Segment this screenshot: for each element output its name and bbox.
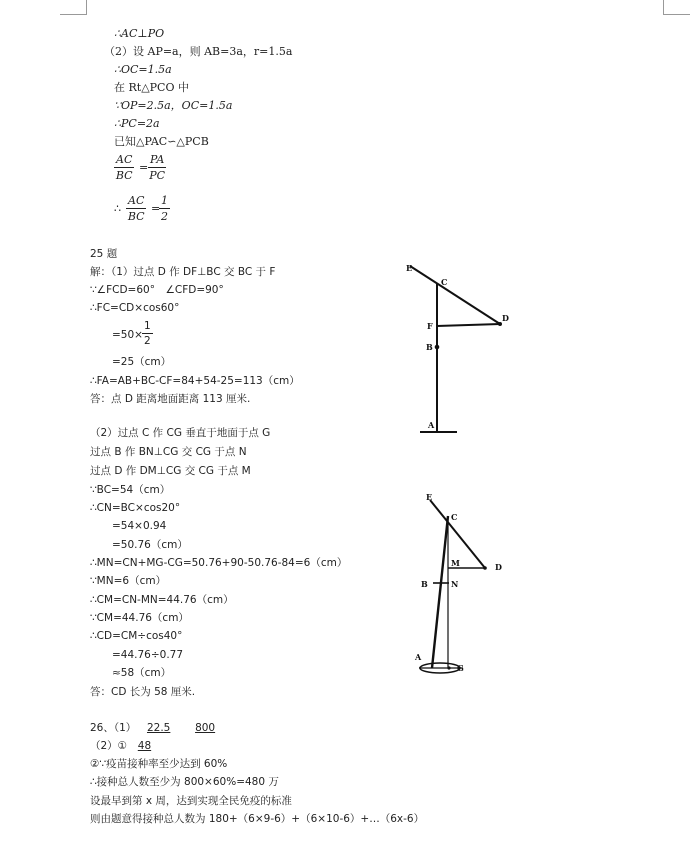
therefore-sign: ∴ [114, 202, 121, 215]
text-line: ∴AC⊥PO [114, 27, 165, 40]
fraction-numerator: 1 [144, 320, 151, 332]
text-line: ∴PC=2a [114, 117, 160, 130]
point-b [435, 345, 440, 350]
label-e: E [406, 263, 413, 273]
text-line: ∵∠FCD=60° ∠CFD=90° [90, 284, 224, 296]
label-m: M [451, 558, 460, 568]
label-g: G [457, 663, 464, 673]
text-line: 答：CD 长为 58 厘米. [90, 686, 196, 698]
fraction-denominator: BC [127, 210, 145, 223]
text-line: 已知△PAC∽△PCB [114, 135, 209, 148]
text-line: =25（cm） [112, 356, 172, 368]
fraction-numerator: PA [150, 153, 165, 166]
crop-mark-right [663, 0, 690, 15]
point-d [483, 566, 487, 570]
text-line: ∴OC=1.5a [114, 63, 172, 76]
line-ca [432, 516, 448, 668]
answer-blank-2: 800 [195, 722, 216, 734]
answer-blank-3: 48 [137, 740, 152, 752]
figure-2-diagram [405, 490, 515, 682]
label-c: C [451, 512, 458, 522]
text-line: ∵MN=6（cm） [90, 575, 167, 587]
text-line: ∵CM=44.76（cm） [90, 612, 189, 624]
label-n: N [451, 579, 459, 589]
label-b: B [426, 342, 433, 352]
text-line: ∴CN=BC×cos20° [90, 502, 181, 514]
text-line: 在 Rt△PCO 中 [114, 81, 189, 94]
sub-question-number: （2）① [90, 740, 128, 752]
text-line: =50× [112, 329, 143, 341]
label-e: E [426, 492, 433, 502]
section-title: 25 题 [90, 248, 118, 260]
fraction-denominator: BC [115, 169, 133, 182]
text-line: 设最早到第 x 周，达到实现全民免疫的标准 [90, 795, 292, 807]
label-c: C [441, 277, 448, 287]
text-line: ∴CM=CN-MN=44.76（cm） [90, 594, 234, 606]
text-line: 解：（1）过点 D 作 DF⊥BC 交 BC 于 F [90, 266, 276, 278]
fraction [148, 153, 166, 183]
label-a: A [428, 420, 435, 430]
crop-mark-left [60, 0, 87, 15]
text-line: （2）设 AP=a，则 AB=3a，r=1.5a [104, 45, 293, 58]
text-line: ∴FA=AB+BC-CF=84+54-25=113（cm） [90, 375, 300, 387]
label-f: F [427, 321, 433, 331]
fraction-denominator: 2 [161, 210, 168, 223]
label-d: D [502, 313, 509, 323]
text-line: 过点 B 作 BN⊥CG 交 CG 于点 N [90, 446, 247, 458]
point-g [447, 666, 450, 669]
text-line: 过点 D 作 DM⊥CG 交 CG 于点 M [90, 465, 251, 477]
fraction [126, 194, 146, 224]
fraction [114, 153, 134, 183]
label-b: B [421, 579, 428, 589]
text-line: ∵BC=54（cm） [90, 484, 171, 496]
text-line: ≈58（cm） [112, 667, 172, 679]
text-line: ∵OP=2.5a，OC=1.5a [114, 99, 233, 112]
figure-1-diagram [400, 258, 530, 440]
text-line: （2）过点 C 作 CG 垂直于地面于点 G [90, 427, 271, 439]
fraction-numerator: AC [116, 153, 133, 166]
label-a: A [415, 652, 422, 662]
answer-blank-1: 22.5 [146, 722, 171, 734]
equals-sign: = [139, 161, 149, 174]
text-line [90, 720, 215, 736]
text-line: ∴MN=CN+MG-CG=50.76+90-50.76-84=6（cm） [90, 557, 348, 569]
text-line: ∴CD=CM÷cos40° [90, 630, 183, 642]
text-line: ∴接种总人数至少为 800×60%=480 万 [90, 776, 279, 788]
line-ed [410, 266, 500, 324]
question-number: 26、（1） [90, 722, 137, 734]
line-fd [437, 324, 500, 326]
label-d: D [495, 562, 502, 572]
fraction [159, 194, 170, 224]
text-line: =44.76÷0.77 [112, 649, 184, 661]
text-line: ②∵疫苗接种率至少达到 60% [90, 758, 228, 770]
text-line: =54×0.94 [112, 520, 167, 532]
fraction-numerator: 1 [161, 194, 168, 207]
fraction-numerator: AC [128, 194, 145, 207]
text-line [90, 738, 151, 754]
fraction-denominator: 2 [144, 335, 151, 347]
text-line: 则由题意得接种总人数为 180+（6×9-6）+（6×10-6）+…（6x-6） [90, 813, 425, 825]
fraction-denominator: PC [149, 169, 166, 182]
fraction [142, 319, 153, 349]
text-line: 答：点 D 距离地面距离 113 厘米. [90, 393, 251, 405]
equals-sign: = [151, 202, 161, 215]
text-line: ∴FC=CD×cos60° [90, 302, 180, 314]
text-line: =50.76（cm） [112, 539, 188, 551]
